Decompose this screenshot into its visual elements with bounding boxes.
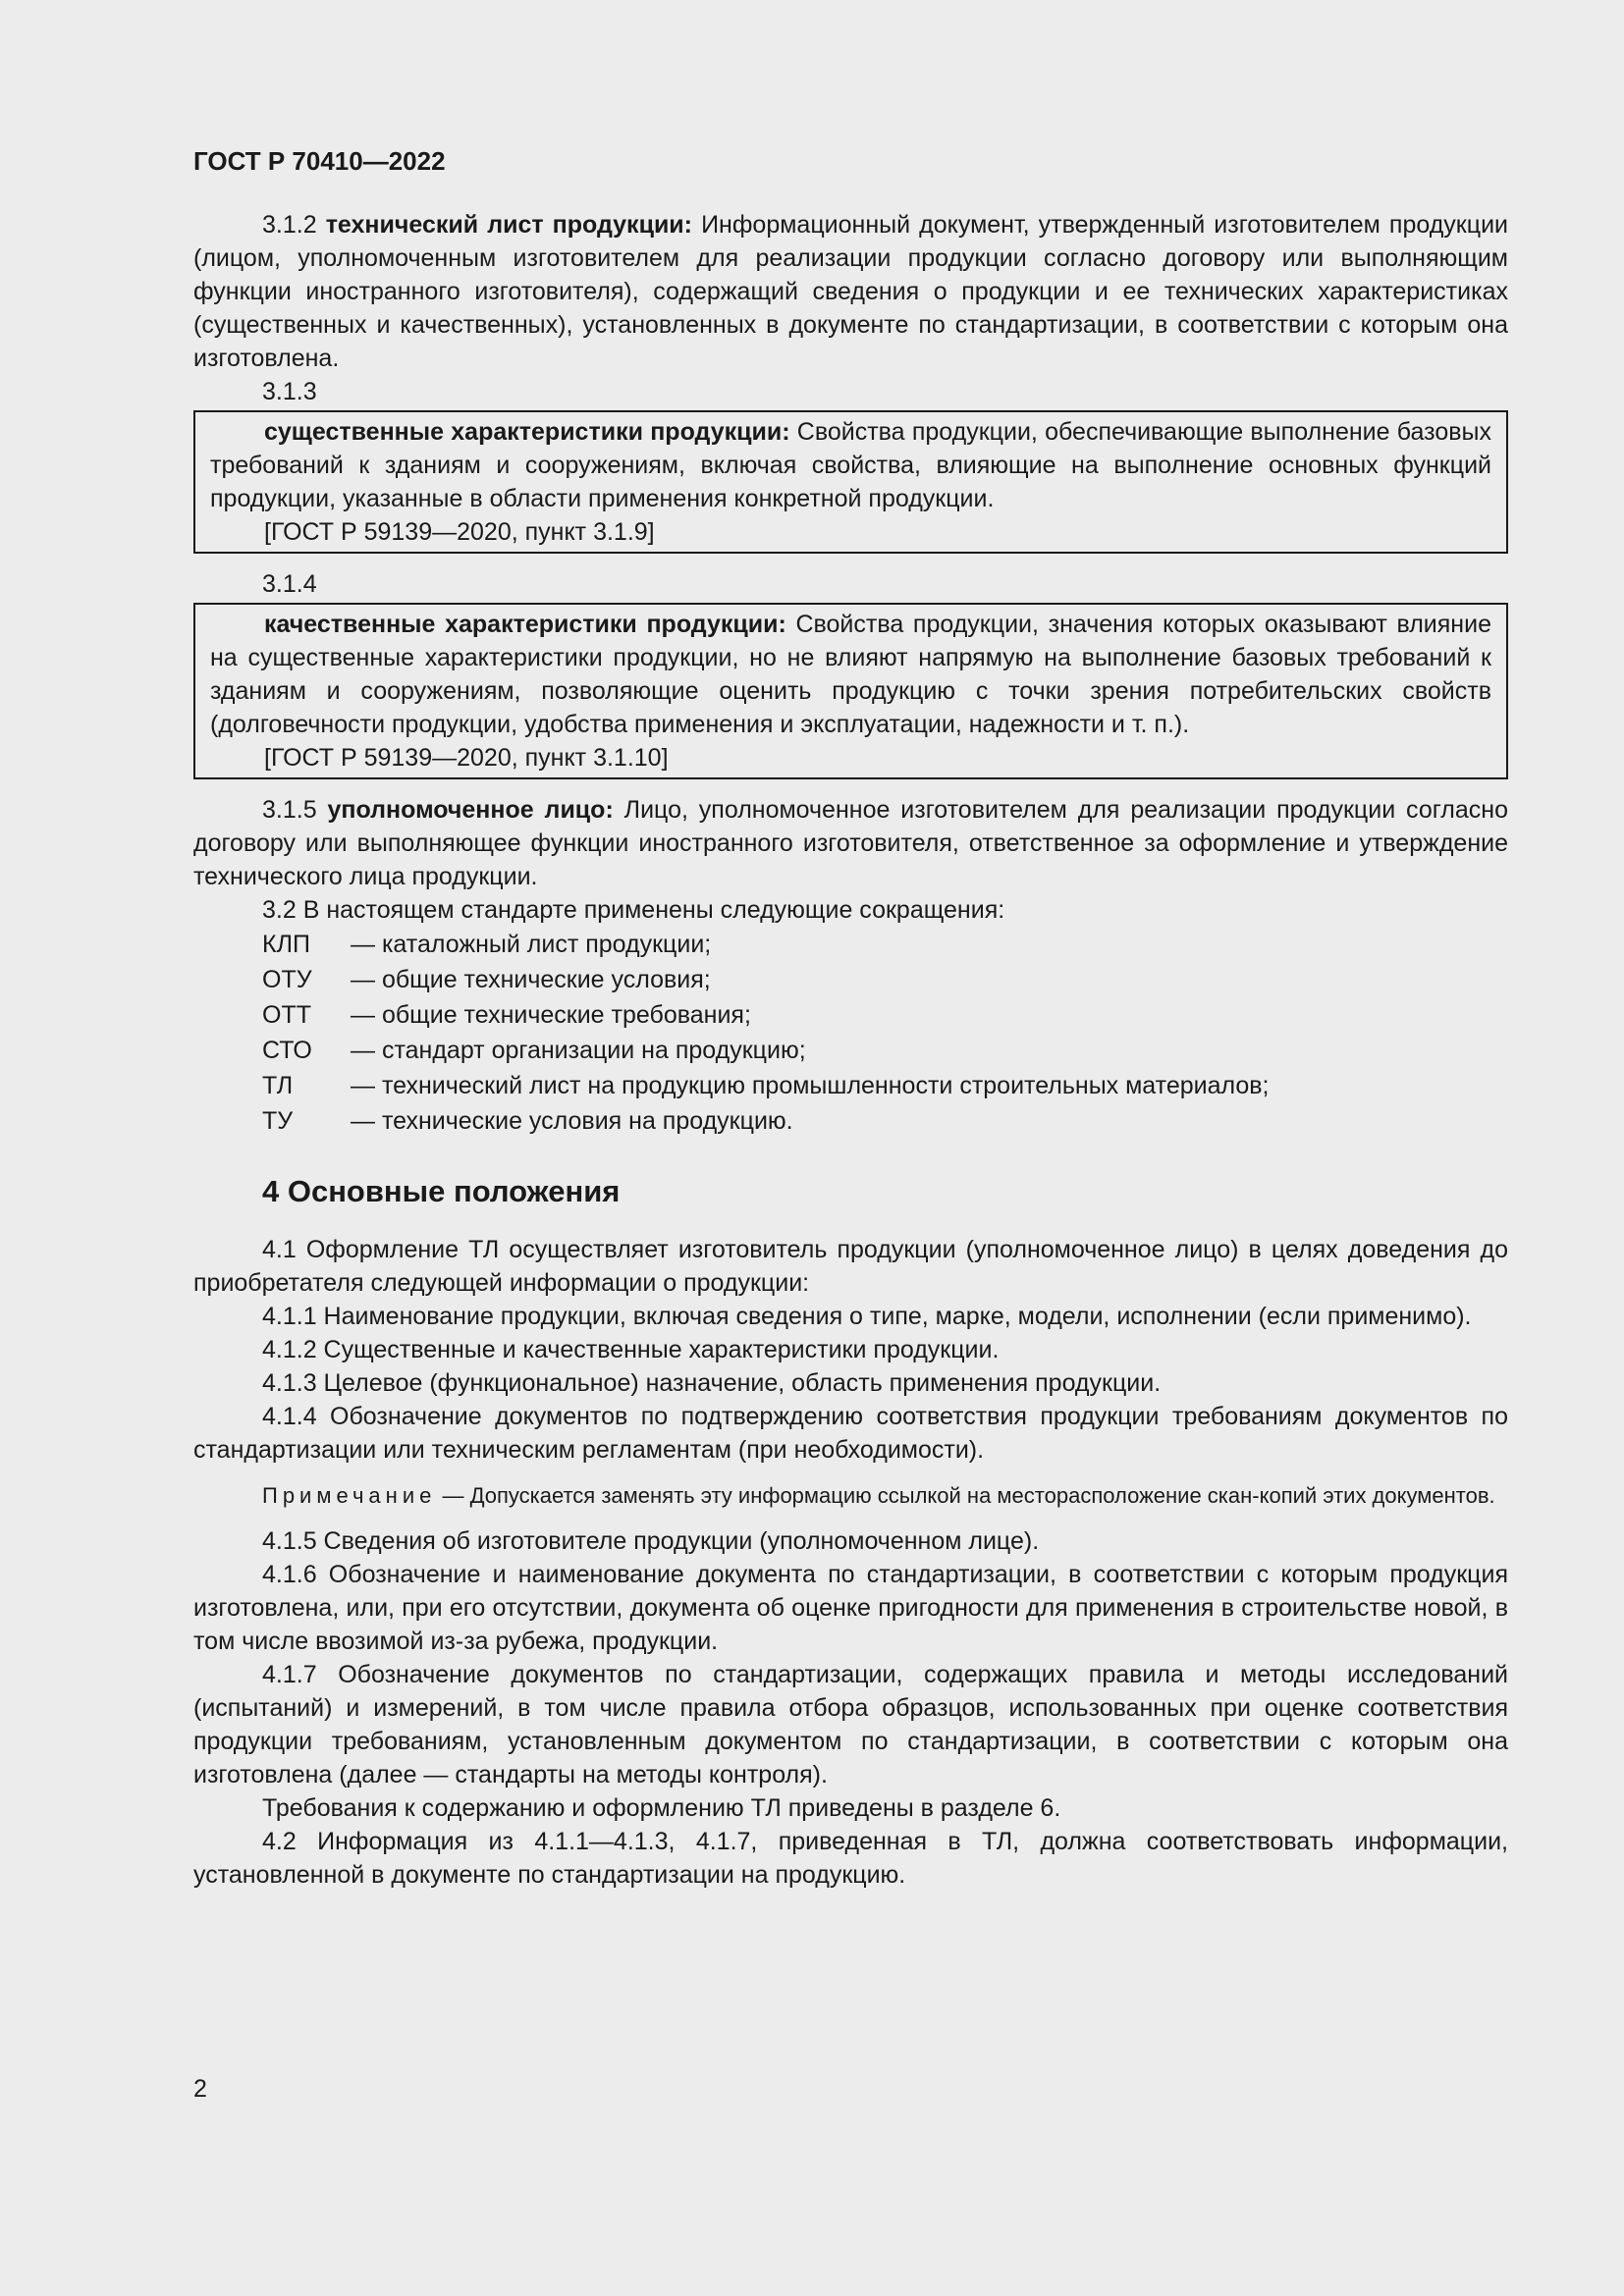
abbreviation-code: КЛП bbox=[262, 931, 310, 958]
page-number: 2 bbox=[193, 2075, 207, 2103]
term-definition: Свойства продукции, значения которых оказывают влияние на существенные характеристики продукции, но не влияют напрямую на выполнение базовых требований к зданиям и сооружениям, позволяющие оценить продукцию с точки зрения потребительских свойств (долговечности продукции, удобства применения и эксплуатации, надежности и т. п.). bbox=[210, 611, 1491, 738]
list-item bbox=[193, 997, 1508, 1033]
term-box-3-1-3 bbox=[193, 410, 1508, 554]
abbreviation-code: ТЛ bbox=[262, 1072, 294, 1099]
paragraph-4-1-4: 4.1.4 Обозначение документов по подтверждению соответствия продукции требованиям документов по стандартизации или техническим регламентам (при необходимости). bbox=[193, 1403, 1508, 1464]
clause-number: 3.1.5 bbox=[262, 796, 328, 824]
paragraph-3-2: 3.2 В настоящем стандарте применены следующие сокращения: bbox=[262, 896, 1005, 924]
document-header: ГОСТ Р 70410—2022 bbox=[193, 146, 446, 176]
paragraph-requirements-ref: Требования к содержанию и оформлению ТЛ приведены в разделе 6. bbox=[262, 1794, 1061, 1822]
paragraph-4-1-1: 4.1.1 Наименование продукции, включая сведения о типе, марке, модели, исполнении (если применимо). bbox=[262, 1303, 1472, 1330]
abbreviation-code: ОТУ bbox=[262, 966, 312, 993]
note-text: Допускается заменять эту информацию ссылкой на месторасположение скан-копий этих документов. bbox=[469, 1483, 1495, 1508]
note-dash: — bbox=[436, 1483, 470, 1508]
paragraph-3-1-5 bbox=[193, 793, 1508, 893]
abbreviation-code: ОТТ bbox=[262, 1001, 311, 1029]
abbreviation-description: — технический лист на продукцию промышленности строительных материалов; bbox=[351, 1072, 1270, 1099]
term-definition-paragraph bbox=[210, 608, 1491, 741]
term-name: технический лист продукции: bbox=[325, 211, 693, 239]
abbreviation-description: — стандарт организации на продукцию; bbox=[351, 1037, 806, 1064]
term-name: уполномоченное лицо: bbox=[327, 796, 614, 824]
note-label: Примечание bbox=[262, 1483, 437, 1508]
term-reference: [ГОСТ Р 59139—2020, пункт 3.1.9] bbox=[264, 518, 655, 546]
list-item bbox=[193, 927, 1508, 962]
list-item bbox=[193, 1103, 1508, 1139]
list-item bbox=[193, 1068, 1508, 1103]
term-definition: Свойства продукции, обеспечивающие выполнение базовых требований к зданиям и сооружениям, включая свойства, влияющие на выполнение основных функций продукции, указанные в области применения конкретной продукции. bbox=[210, 418, 1491, 512]
abbreviation-code: СТО bbox=[262, 1037, 312, 1064]
paragraph-4-1: 4.1 Оформление ТЛ осуществляет изготовитель продукции (уполномоченное лицо) в целях доведения до приобретателя следующей информации о продукции: bbox=[193, 1236, 1508, 1297]
term-box-3-1-4 bbox=[193, 603, 1508, 779]
term-name: качественные характеристики продукции: bbox=[264, 611, 786, 638]
paragraph-4-1-5: 4.1.5 Сведения об изготовителе продукции (уполномоченном лице). bbox=[262, 1527, 1040, 1555]
term-name: существенные характеристики продукции: bbox=[264, 418, 790, 446]
paragraph-3-1-2 bbox=[193, 208, 1508, 375]
paragraph-4-1-2: 4.1.2 Существенные и качественные характеристики продукции. bbox=[262, 1336, 1000, 1363]
list-item bbox=[193, 1033, 1508, 1068]
paragraph-4-2: 4.2 Информация из 4.1.1—4.1.3, 4.1.7, приведенная в ТЛ, должна соответствовать информации, установленной в документе по стандартизации на продукцию. bbox=[193, 1828, 1508, 1889]
document-page bbox=[193, 145, 1508, 1892]
clause-number: 3.1.2 bbox=[262, 211, 326, 239]
paragraph-4-1-6: 4.1.6 Обозначение и наименование документа по стандартизации, в соответствии с которым продукция изготовлена, или, при его отсутствии, документа об оценке пригодности для применения в строительстве новой, в том числе ввозимой из-за рубежа, продукции. bbox=[193, 1561, 1508, 1655]
term-reference: [ГОСТ Р 59139—2020, пункт 3.1.10] bbox=[264, 744, 669, 772]
list-item bbox=[193, 962, 1508, 997]
abbreviation-description: — каталожный лист продукции; bbox=[351, 931, 712, 958]
term-definition: Лицо, уполномоченное изготовителем для реализации продукции согласно договору или выполняющее функции иностранного изготовителя, ответственное за оформление и утверждение технического лица продукции. bbox=[193, 796, 1508, 890]
clause-number-3-1-3: 3.1.3 bbox=[262, 378, 317, 405]
abbreviation-description: — общие технические требования; bbox=[351, 1001, 751, 1029]
section-4-title: 4 Основные положения bbox=[262, 1174, 621, 1208]
term-definition: Информационный документ, утвержденный изготовителем продукции (лицом, уполномоченным изготовителем для реализации продукции согласно договору или выполняющим функции иностранного изготовителя), содержащий сведения о продукции и ее технических характеристиках (существенных и качественных), установленных в документе по стандартизации, в соответствии с которым она изготовлена. bbox=[193, 211, 1508, 372]
abbreviation-description: — технические условия на продукцию. bbox=[351, 1107, 793, 1135]
abbreviation-code: ТУ bbox=[262, 1107, 294, 1135]
paragraph-4-1-3: 4.1.3 Целевое (функциональное) назначение, область применения продукции. bbox=[262, 1369, 1162, 1397]
term-definition-paragraph bbox=[210, 415, 1491, 515]
abbreviation-description: — общие технические условия; bbox=[351, 966, 711, 993]
clause-number-3-1-4: 3.1.4 bbox=[262, 570, 317, 598]
abbreviation-list bbox=[193, 927, 1508, 1139]
paragraph-4-1-7: 4.1.7 Обозначение документов по стандартизации, содержащих правила и методы исследований (испытаний) и измерений, в том числе правила отбора образцов, использованных при оценке соответствия продукции требованиям, установленным документом по стандартизации, в соответствии с которым она изготовлена (далее — стандарты на методы контроля). bbox=[193, 1661, 1508, 1789]
note bbox=[193, 1480, 1508, 1511]
